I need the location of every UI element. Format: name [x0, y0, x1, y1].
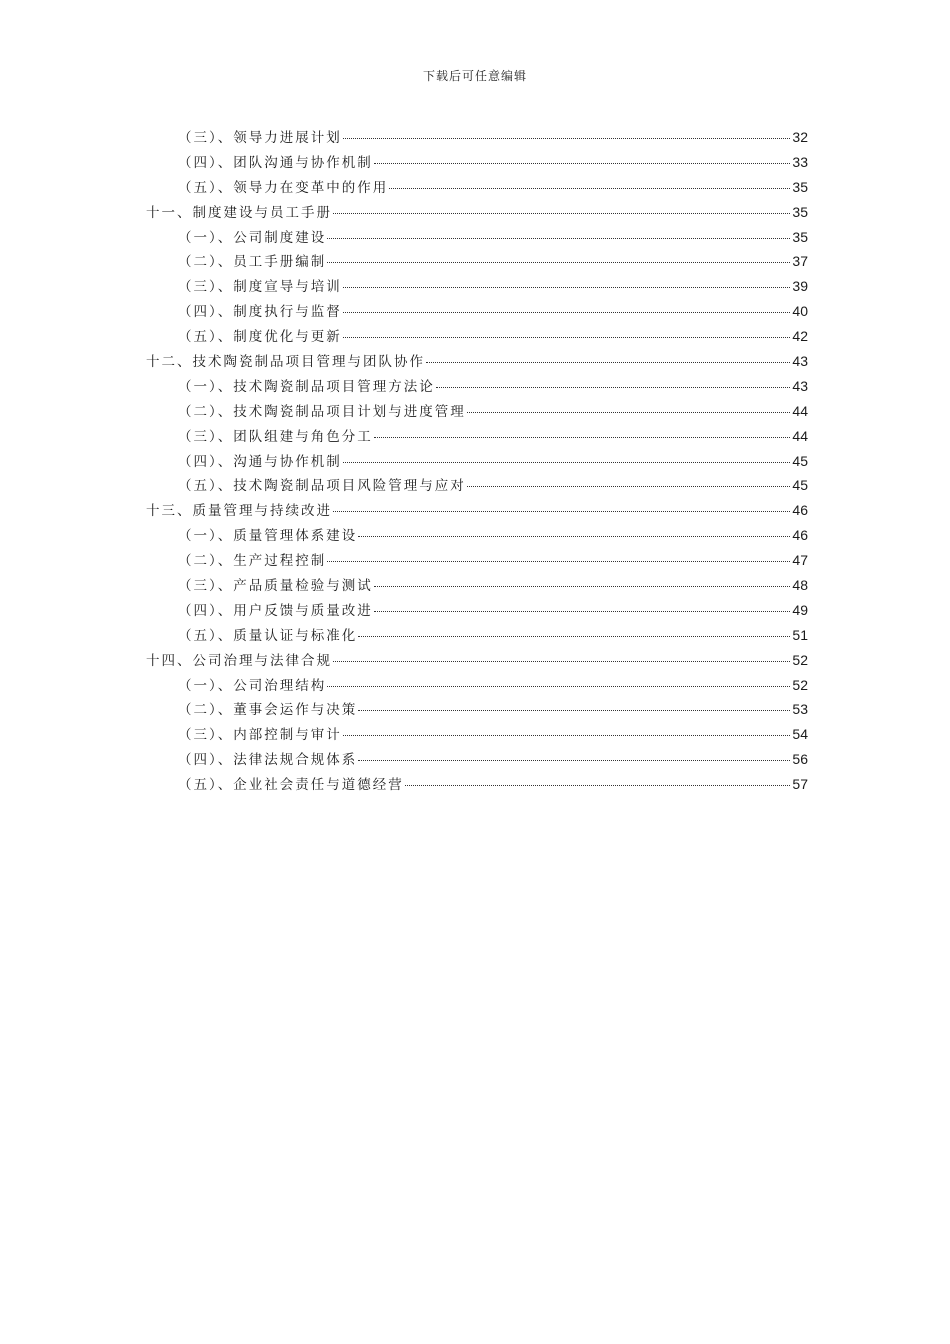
toc-dot-leader — [327, 561, 790, 562]
toc-entry-page-number: 35 — [792, 203, 808, 220]
toc-section-entry[interactable] — [146, 400, 808, 425]
toc-entry-page-number: 48 — [792, 577, 808, 594]
toc-section-entry[interactable] — [146, 599, 808, 624]
toc-dot-leader — [343, 312, 791, 313]
toc-entry-page-number: 51 — [792, 626, 808, 643]
toc-dot-leader — [405, 785, 791, 786]
toc-entry-title: 十二、技术陶瓷制品项目管理与团队协作 — [146, 354, 425, 371]
toc-dot-leader — [374, 611, 791, 612]
toc-entry-title: 十四、公司治理与法律合规 — [146, 652, 332, 669]
toc-entry-title: （三）、内部控制与审计 — [178, 727, 342, 744]
toc-section-entry[interactable] — [146, 151, 808, 176]
toc-dot-leader — [389, 188, 790, 189]
toc-section-entry[interactable] — [146, 275, 808, 300]
toc-entry-page-number: 39 — [792, 278, 808, 295]
toc-dot-leader — [358, 760, 790, 761]
toc-dot-leader — [358, 636, 790, 637]
toc-section-entry[interactable] — [146, 773, 808, 798]
toc-section-entry[interactable] — [146, 574, 808, 599]
toc-chapter-entry[interactable] — [146, 649, 808, 674]
toc-dot-leader — [358, 710, 790, 711]
toc-entry-title: （三）、制度宣导与培训 — [178, 279, 342, 296]
toc-dot-leader — [426, 362, 790, 363]
toc-entry-title: （四）、制度执行与监督 — [178, 304, 342, 321]
toc-entry-title: （一）、公司制度建设 — [178, 229, 327, 246]
toc-entry-page-number: 53 — [792, 701, 808, 718]
toc-entry-page-number: 54 — [792, 726, 808, 743]
toc-section-entry[interactable] — [146, 748, 808, 773]
toc-section-entry[interactable] — [146, 126, 808, 151]
toc-dot-leader — [343, 337, 791, 338]
toc-entry-title: （二）、生产过程控制 — [178, 553, 327, 570]
toc-entry-title: （五）、技术陶瓷制品项目风险管理与应对 — [178, 478, 466, 495]
toc-entry-title: 十三、质量管理与持续改进 — [146, 503, 332, 520]
toc-dot-leader — [327, 238, 790, 239]
toc-entry-title: （四）、法律法规合规体系 — [178, 752, 358, 769]
toc-entry-page-number: 52 — [792, 676, 808, 693]
toc-entry-title: （一）、公司治理结构 — [178, 677, 327, 694]
toc-section-entry[interactable] — [146, 226, 808, 251]
toc-dot-leader — [333, 213, 790, 214]
toc-dot-leader — [333, 661, 790, 662]
toc-entry-page-number: 49 — [792, 601, 808, 618]
toc-dot-leader — [327, 262, 790, 263]
toc-entry-page-number: 56 — [792, 751, 808, 768]
toc-section-entry[interactable] — [146, 524, 808, 549]
toc-entry-page-number: 40 — [792, 303, 808, 320]
toc-entry-page-number: 46 — [792, 527, 808, 544]
toc-section-entry[interactable] — [146, 176, 808, 201]
toc-entry-title: （三）、团队组建与角色分工 — [178, 428, 373, 445]
toc-entry-title: （三）、领导力进展计划 — [178, 130, 342, 146]
toc-chapter-entry[interactable] — [146, 499, 808, 524]
toc-dot-leader — [358, 536, 790, 537]
toc-chapter-entry[interactable] — [146, 350, 808, 375]
toc-dot-leader — [467, 412, 791, 413]
table-of-contents — [146, 126, 808, 798]
page-header-note: 下载后可任意编辑 — [422, 69, 527, 83]
toc-entry-title: （二）、技术陶瓷制品项目计划与进度管理 — [178, 403, 466, 420]
toc-dot-leader — [343, 138, 791, 139]
toc-entry-title: （五）、制度优化与更新 — [178, 329, 342, 346]
toc-dot-leader — [374, 586, 791, 587]
toc-entry-page-number: 45 — [792, 477, 808, 494]
toc-section-entry[interactable] — [146, 474, 808, 499]
toc-entry-page-number: 47 — [792, 552, 808, 569]
toc-entry-title: （一）、技术陶瓷制品项目管理方法论 — [178, 378, 435, 395]
toc-dot-leader — [467, 486, 791, 487]
toc-chapter-entry[interactable] — [146, 201, 808, 226]
toc-dot-leader — [374, 163, 791, 164]
toc-section-entry[interactable] — [146, 375, 808, 400]
toc-section-entry[interactable] — [146, 723, 808, 748]
toc-entry-title: （四）、用户反馈与质量改进 — [178, 602, 373, 619]
toc-entry-title: （五）、领导力在变革中的作用 — [178, 179, 389, 196]
toc-entry-page-number: 33 — [792, 153, 808, 170]
toc-entry-title: 十一、制度建设与员工手册 — [146, 204, 332, 221]
toc-entry-page-number: 45 — [792, 452, 808, 469]
toc-entry-title: （五）、企业社会责任与道德经营 — [178, 777, 404, 794]
toc-entry-title: （一）、质量管理体系建设 — [178, 528, 358, 545]
toc-section-entry[interactable] — [146, 425, 808, 450]
toc-section-entry[interactable] — [146, 450, 808, 475]
toc-entry-page-number: 44 — [792, 427, 808, 444]
toc-section-entry[interactable] — [146, 300, 808, 325]
toc-entry-page-number: 42 — [792, 328, 808, 345]
toc-entry-page-number: 35 — [792, 228, 808, 245]
toc-entry-page-number: 52 — [792, 651, 808, 668]
toc-dot-leader — [333, 511, 790, 512]
toc-entry-page-number: 46 — [792, 502, 808, 519]
toc-entry-title: （四）、沟通与协作机制 — [178, 453, 342, 470]
toc-entry-title: （二）、董事会运作与决策 — [178, 702, 358, 719]
toc-dot-leader — [374, 437, 791, 438]
toc-entry-page-number: 43 — [792, 353, 808, 370]
toc-entry-page-number: 32 — [792, 129, 808, 145]
toc-entry-page-number: 35 — [792, 178, 808, 195]
toc-dot-leader — [327, 686, 790, 687]
toc-entry-page-number: 44 — [792, 402, 808, 419]
toc-section-entry[interactable] — [146, 674, 808, 699]
toc-entry-title: （二）、员工手册编制 — [178, 254, 327, 271]
toc-section-entry[interactable] — [146, 549, 808, 574]
toc-dot-leader — [436, 387, 791, 388]
toc-section-entry[interactable] — [146, 624, 808, 649]
toc-dot-leader — [343, 735, 791, 736]
toc-section-entry[interactable] — [146, 325, 808, 350]
toc-entry-title: （五）、质量认证与标准化 — [178, 627, 358, 644]
toc-entry-title: （四）、团队沟通与协作机制 — [178, 154, 373, 171]
toc-section-entry[interactable] — [146, 698, 808, 723]
toc-entry-page-number: 37 — [792, 253, 808, 270]
toc-dot-leader — [343, 287, 791, 288]
toc-entry-title: （三）、产品质量检验与测试 — [178, 578, 373, 595]
toc-section-entry[interactable] — [146, 250, 808, 275]
toc-entry-page-number: 57 — [792, 776, 808, 793]
toc-dot-leader — [343, 462, 791, 463]
toc-entry-page-number: 43 — [792, 377, 808, 394]
